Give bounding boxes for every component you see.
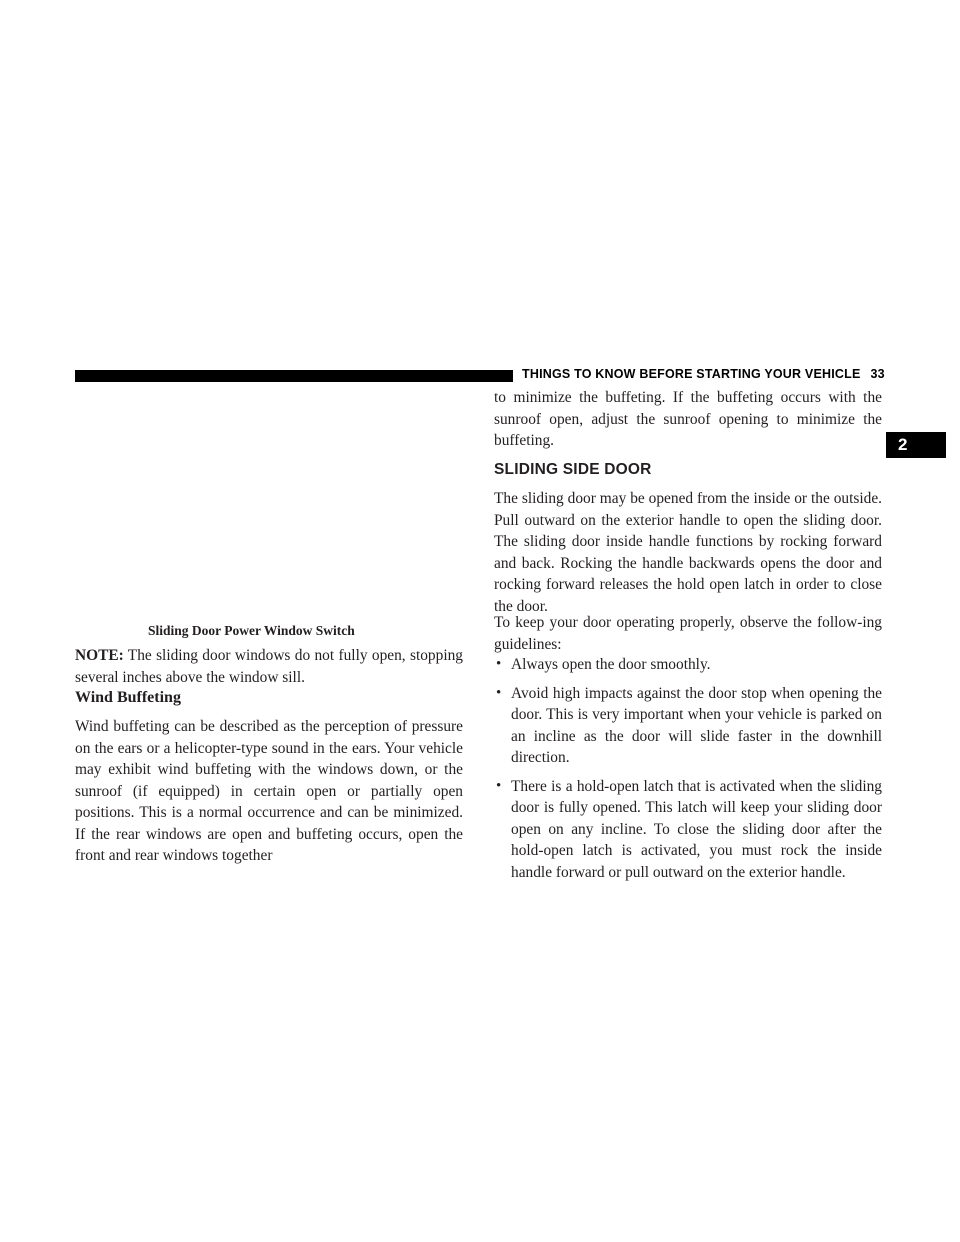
chapter-tab: 2 [886,432,946,458]
list-item [494,683,882,769]
section-title: THINGS TO KNOW BEFORE STARTING YOUR VEHICLE [522,367,861,381]
note-label: NOTE: [75,647,124,664]
bullet-text: Avoid high impacts against the door stop when opening the door. This is very important when your vehicle is parked on an incline as the door will slide faster in the downhill direction. [511,684,882,766]
note-paragraph [75,645,463,688]
wind-buffeting-continuation: to minimize the buffeting. If the buffeting occurs with the sunroof open, adjust the sunroof opening to minimize the buffeting. [494,389,882,449]
wind-buffeting-heading: Wind Buffeting [75,689,181,706]
running-header [522,367,885,381]
figure-caption: Sliding Door Power Window Switch [148,623,355,638]
guidelines-list [494,654,882,890]
list-item [494,776,882,884]
sliding-door-paragraph: The sliding door may be opened from the inside or the outside. Pull outward on the exterior handle to open the sliding door. The sliding door inside handle functions by rocking forward and back. Rocking the handle backwards opens the door and rocking forward releases the hold open latch in order to close the door. [494,490,882,615]
header-rule [75,370,513,382]
sliding-side-door-heading: SLIDING SIDE DOOR [494,461,652,478]
bullet-icon: • [496,656,502,672]
page-number: 33 [870,367,885,381]
note-text: The sliding door windows do not fully open, stopping several inches above the window sill. [75,647,463,686]
bullet-text: Always open the door smoothly. [511,656,711,673]
bullet-icon: • [496,777,502,794]
guidelines-intro: To keep your door operating properly, observe the follow-ing guidelines: [494,614,882,653]
bullet-text: There is a hold-open latch that is activated when the sliding door is fully opened. This latch will keep your sliding door open on any incline. To close the sliding door after the hold-open latch is activated, you must rock the inside handle forward or pull outward on the exterior handle. [511,777,882,881]
wind-buffeting-paragraph: Wind buffeting can be described as the perception of pressure on the ears or a helicopter-type sound in the ears. Your vehicle may exhibit wind buffeting with the windows down, or the sunroof (if equipped) in certain open or partially open positions. This is a normal occurrence and can be minimized. If the rear windows are open and buffeting occurs, open the front and rear windows together [75,718,463,864]
list-item [494,654,882,676]
bullet-icon: • [496,684,502,701]
